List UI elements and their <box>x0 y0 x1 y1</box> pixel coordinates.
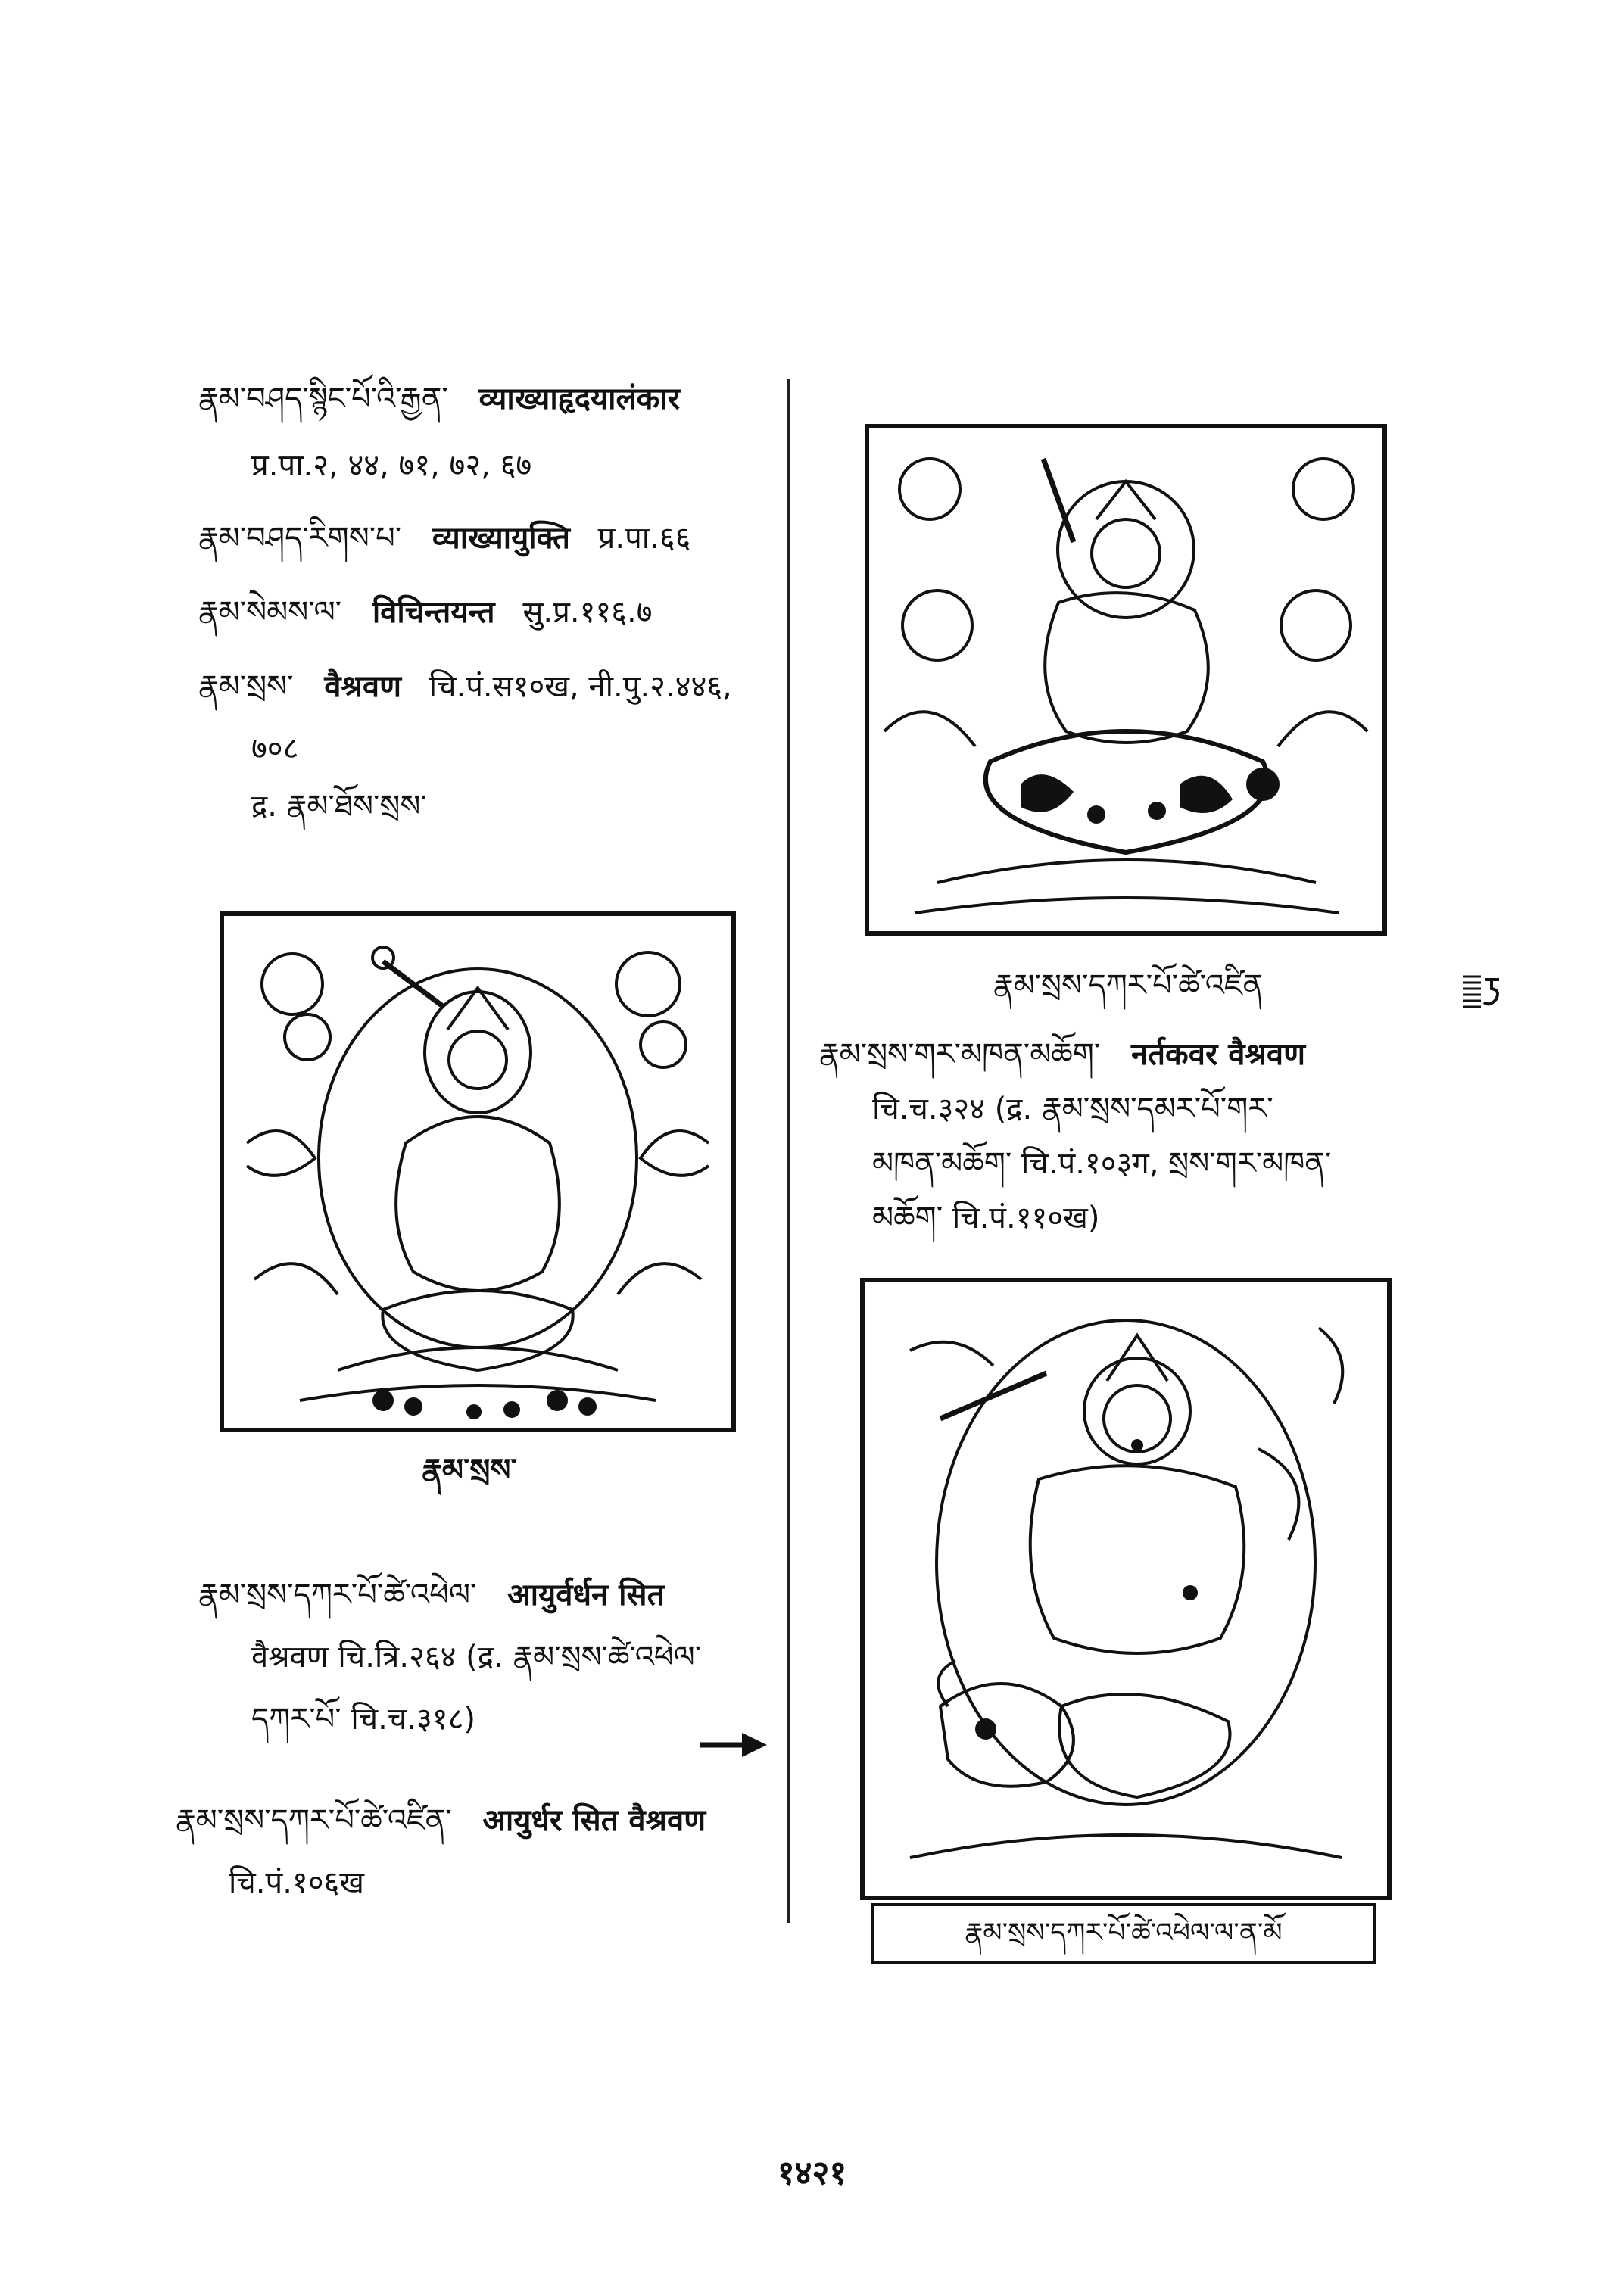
sanskrit-term: आयुर्धर सित वैश्रवण <box>482 1803 706 1838</box>
tibetan-headword: རྣམ་སྲས་དཀར་པོ་ཚེ་འཛིན་ <box>176 1803 452 1838</box>
deity-woodblock-image <box>865 1282 1387 1896</box>
figure-caption: རྣམ་སྲས་ <box>422 1452 517 1488</box>
reference: प्र.पा.६६ <box>597 521 691 556</box>
figure-caption-box: རྣམ་སྲས་དཀར་པོ་ཚེ་འཕེལ་ལ་ན་མོ <box>871 1903 1376 1964</box>
entry-vyakhyahridayalankara <box>198 379 680 486</box>
entry-vaishravana <box>198 666 732 827</box>
sanskrit-term: वैश्रवण <box>324 669 402 704</box>
reference: चि.पं.स१०ख, नी.पु.२.४४६, <box>429 669 732 704</box>
entry-ayurdhara-sita-vaishravana <box>176 1800 706 1903</box>
reference-line: མཁན་མཆོག་ चि.पं.१०३ग, སྲས་གར་མཁན་ <box>872 1146 1332 1181</box>
sanskrit-term: विचिन्तयन्त <box>372 595 495 630</box>
right-arrow-icon <box>700 1730 768 1760</box>
vaishravana-on-lion-illustration <box>860 1278 1392 1900</box>
reference-line: ७०८ <box>251 731 299 766</box>
tibetan-letter-tab-icon <box>1461 974 1502 1010</box>
reference-line: चि.च.३२४ (द्र. རྣམ་སྲས་དམར་པོ་གར་ <box>872 1092 1273 1126</box>
reference-line: वैश्रवण चि.त्रि.२६४ (द्र. རྣམ་སྲས་ཚེ་འཕེལ་ <box>251 1640 702 1675</box>
column-divider <box>787 379 790 1923</box>
entry-vyakhyayukti <box>198 518 690 559</box>
sanskrit-term: नर्तकवर वैश्रवण <box>1131 1037 1306 1072</box>
entry-ayurvardhana-sita-vaishravana <box>198 1575 701 1740</box>
deity-woodblock-image <box>869 428 1382 931</box>
reference-line: དཀར་པོ་ चि.च.३१८) <box>251 1702 475 1737</box>
reference-line: མཆོག་ चि.पं.११०ख) <box>872 1201 1100 1235</box>
reference-line: चि.पं.१०६ख <box>229 1865 365 1900</box>
tibetan-headword: རྣམ་བཤད་རིགས་པ་ <box>198 521 402 556</box>
sanskrit-term: व्याख्याहृदयालंकार <box>478 382 681 416</box>
entry-nartakavara-vaishravana <box>819 1034 1331 1238</box>
deity-woodblock-image <box>224 916 731 1428</box>
tibetan-headword: རྣམ་བཤད་སྙིང་པོ་འི་རྒྱན་ <box>198 382 448 416</box>
vaishravana-illustration <box>220 911 736 1432</box>
figure-caption: རྣམ་སྲས་དཀར་པོ་ཚེ་འཛིན <box>993 968 1264 1003</box>
tibetan-headword: རྣམ་སྲས་ <box>198 669 294 704</box>
tibetan-headword: རྣམ་སེམས་ལ་ <box>198 595 342 630</box>
white-vaishravana-illustration <box>865 424 1387 936</box>
page-number: १४२१ <box>777 2154 847 2192</box>
reference-line: प्र.पा.२, ४४, ७१, ७२, ६७ <box>251 448 532 483</box>
entry-vichintayanta <box>198 592 653 633</box>
reference: सु.प्र.११६.७ <box>522 595 653 630</box>
cross-reference: द्र. རྣམ་ཐོས་སྲས་ <box>251 789 427 824</box>
tibetan-headword: རྣམ་སྲས་དཀར་པོ་ཚེ་འཕེལ་ <box>198 1578 477 1612</box>
sanskrit-term: आयुर्वर्धन सित <box>507 1578 665 1612</box>
sanskrit-term: व्याख्यायुक्ति <box>432 521 570 556</box>
tibetan-headword: རྣམ་སྲས་གར་མཁན་མཆོག་ <box>819 1037 1101 1072</box>
